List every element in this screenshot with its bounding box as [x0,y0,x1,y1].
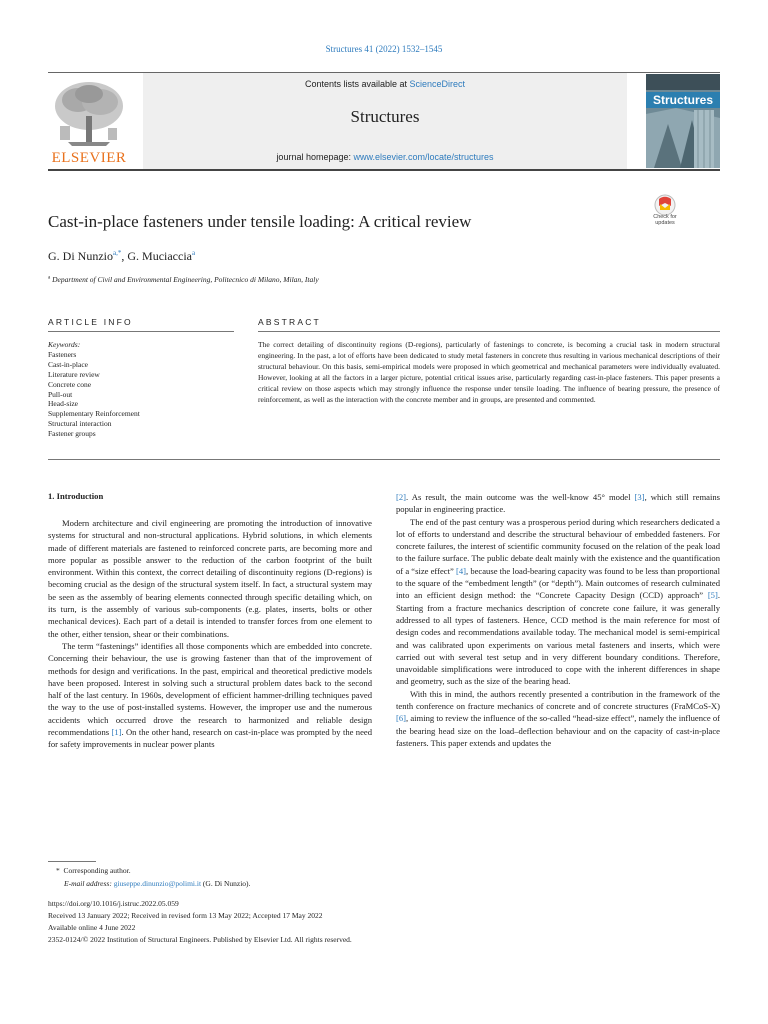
doi-link[interactable]: https://doi.org/10.1016/j.istruc.2022.05.059 [48,899,179,908]
sciencedirect-link[interactable]: ScienceDirect [409,79,466,89]
publisher-wordmark: ELSEVIER [51,150,127,166]
paragraph [396,491,720,516]
received-dates: Received 13 January 2022; Received in revised form 13 May 2022; Accepted 17 May 2022 [48,911,323,920]
footnote-star: * [56,866,60,875]
paragraph [396,688,720,749]
author-affiliation-marker[interactable]: a, [113,249,118,257]
corresponding-author-marker[interactable]: * [117,249,122,257]
paragraph-text: . On the other hand, research on cast-in-place was prompted by the need for safety improvements in nuclear power plants [48,727,373,750]
contents-line [143,79,627,89]
available-online: Available online 4 June 2022 [48,923,136,932]
keyword: Structural interaction [48,419,112,429]
citation-link[interactable]: [3] [634,492,645,502]
masthead-banner [143,73,627,169]
journal-title: Structures [350,107,420,126]
email-label: E-mail address: [64,879,114,888]
author-affiliation-marker[interactable]: a [192,249,196,257]
citation-link[interactable]: [2] [396,492,407,502]
article-info-rule [48,331,234,332]
footnote-rule [48,861,96,862]
abstract-heading: ABSTRACT [258,317,321,327]
keyword: Supplementary Reinforcement [48,409,140,419]
corresponding-author-note [56,866,131,875]
right-column [396,491,720,749]
contents-prefix: Contents lists available at [304,79,410,89]
keyword: Head-size [48,399,78,409]
journal-homepage-link[interactable]: www.elsevier.com/locate/structures [353,152,494,162]
article-title: Cast-in-place fasteners under tensile loading: A critical review [48,212,472,231]
paragraph-text: , which still remains popular in engineering practice. [396,492,720,515]
copyright-notice: 2352-0124/© 2022 Institution of Structural Engineers. Published by Elsevier Ltd. All rights reserved. [48,935,352,944]
author-list: G. Di Nunzio$^{a,*}$, G. Muciaccia$^a$ [48,249,196,263]
homepage-line [143,152,627,162]
author-name: G. Muciaccia [127,249,192,263]
paragraph [48,640,372,751]
abstract-text: The correct detailing of discontinuity regions (D-regions), particularly of fastenings to concrete, is becoming a crucial task in modern structural engineering. In the past, a lot of efforts have been dedicated to study metal fasteners in concrete thus resulting in various mechanical descriptions of their structural behaviour. On this basis, semi-empirical models were proposed in which geometrical and mechanical parameters were individually evaluated. However, looking at all the factors in a larger picture, potential critical issues arise, particularly regarding cast-in-place fasteners. This paper presents a critical review on those aspects which may strongly influence the response under tensile loading. The influence of bearing pressure, the presence of reinforcement, as well as the interaction with the concrete member and in groups, are presented and commented. [258,340,720,404]
email-note [64,879,250,888]
email-link[interactable]: giuseppe.dinunzio@polimi.it [113,879,202,888]
section-heading: 1. Introduction [48,491,104,501]
journal-reference[interactable]: Structures 41 (2022) 1532–1545 [325,44,443,54]
abstract-rule [258,331,720,332]
citation-link[interactable]: [5] [707,590,718,601]
paragraph [396,516,720,688]
affiliation [48,275,648,284]
author-name: G. Di Nunzio [48,249,113,263]
citation-link[interactable]: [4] [455,565,467,576]
left-column [48,517,372,751]
keywords-label: Keywords: [48,340,81,349]
citation-link[interactable]: [6] [396,713,407,724]
paragraph: Modern architecture and civil engineering are promoting the introduction of innovative systems for structural and non-structural applications. Hybrid solutions, in which elements made of different materials are fastened to reinforced concrete parts, are becoming more and more popular as possible answer to the reduction of the carbon footprint of the built environment. Within this context, the correct detailing of discontinuity regions (D-regions) is becoming crucial as the design of the structural system itself. In fact, a structural system may be seen as the assembly of bearing elements connected through specific detailing which, on its turn, is the assembly of various sub-components (e.g. plates, inserts, bolts or other mechanical devices). Each part of a detail is intended to transfer forces from one element to the other, either tension, shear or their combinations. [48,518,372,639]
article-info-heading: ARTICLE INFO [48,317,133,327]
check-for-updates-label[interactable]: Check for updates [653,214,677,226]
paragraph-text: . Starting from a fracture mechanics description of concrete cone failure, it was generally addressed to all types of fasteners. Hence, CCD method is the main reference for most of design codes and recommendations available today. The mechanical model is semi-empirical and was calibrated upon experiments on various metal fasteners and inserts, which were carried out with several test setup and in very different boundary conditions. Therefore, unavoidable simplifications were introduced to cope with the inherent differences in shape and geometry, such as the size of the bearing head. [396,590,720,687]
front-matter-rule [48,459,720,460]
keyword: Cast-in-place [48,359,88,369]
email-tail: (G. Di Nunzio). [201,879,251,888]
cover-journal-label: Structures [646,92,720,108]
keyword: Literature review [48,369,100,379]
homepage-prefix: journal homepage: [276,152,354,162]
paragraph-text: The end of the past century was a prosperous period during which researchers dedicated a lot of efforts to understand and describe the structural behaviour of embedded fasteners. For concrete failures, the interest of scientific community focused on the relation of the peak load to the failure surface. The public debate dealt mainly with the existence and the quantification of a “size effect” [396,516,720,576]
masthead-bottom-rule [48,169,720,171]
keyword: Concrete cone [48,379,92,389]
journal-cover-image [646,74,720,168]
keyword: Fasteners [48,349,77,359]
paragraph-text: , because the load-bearing capacity was found to be less than proportional to the square of the “embedment length” (or “depth”). Main outcomes of research culminated into an efficient design method: the “Concrete Capacity Design (CCD) approach” [396,565,720,601]
citation-link[interactable]: [1] [111,727,122,738]
keywords-block [48,340,228,439]
cover-artwork [646,74,720,168]
paragraph-text: . As result, the main outcome was the well-know 45° model [406,492,635,502]
keyword: Fastener groups [48,429,96,439]
paragraph-text: The term “fastenings” identifies all those components which are embedded into concrete. Concerning their behaviour, the use is growing fastener than that of the improvement of methods for design and verifications. In the past, empirical and theoretical predictive models have been proposed. Interest in solving such a structural problem dates back to the second half of the last century. In 1960s, development of efficient hammer-drilling techniques paved the way to the use of post-installed systems. However, the improper use and the numerous accidents which occurred drove the research to harmonized and reliable design recommendations [48,640,372,738]
affiliation-text: Department of Civil and Environmental Engineering, Politecnico di Milano, Milan, Italy [52,275,319,284]
paragraph-text: , aiming to review the influence of the so-called “head-size effect”, namely the influence of the bearing head size on the load–deflection behaviour and on the capacity of cast-in-place fasteners. This paper extends and updates the [396,713,720,748]
corresponding-text: Corresponding author. [63,866,131,875]
keyword: Pull-out [48,389,73,399]
affiliation-marker: a [48,275,51,281]
paragraph-text: With this in mind, the authors recently presented a contribution in the framework of the tenth conference on fracture mechanics of concrete and of concrete structures (FraMCoS-X) [396,688,720,712]
